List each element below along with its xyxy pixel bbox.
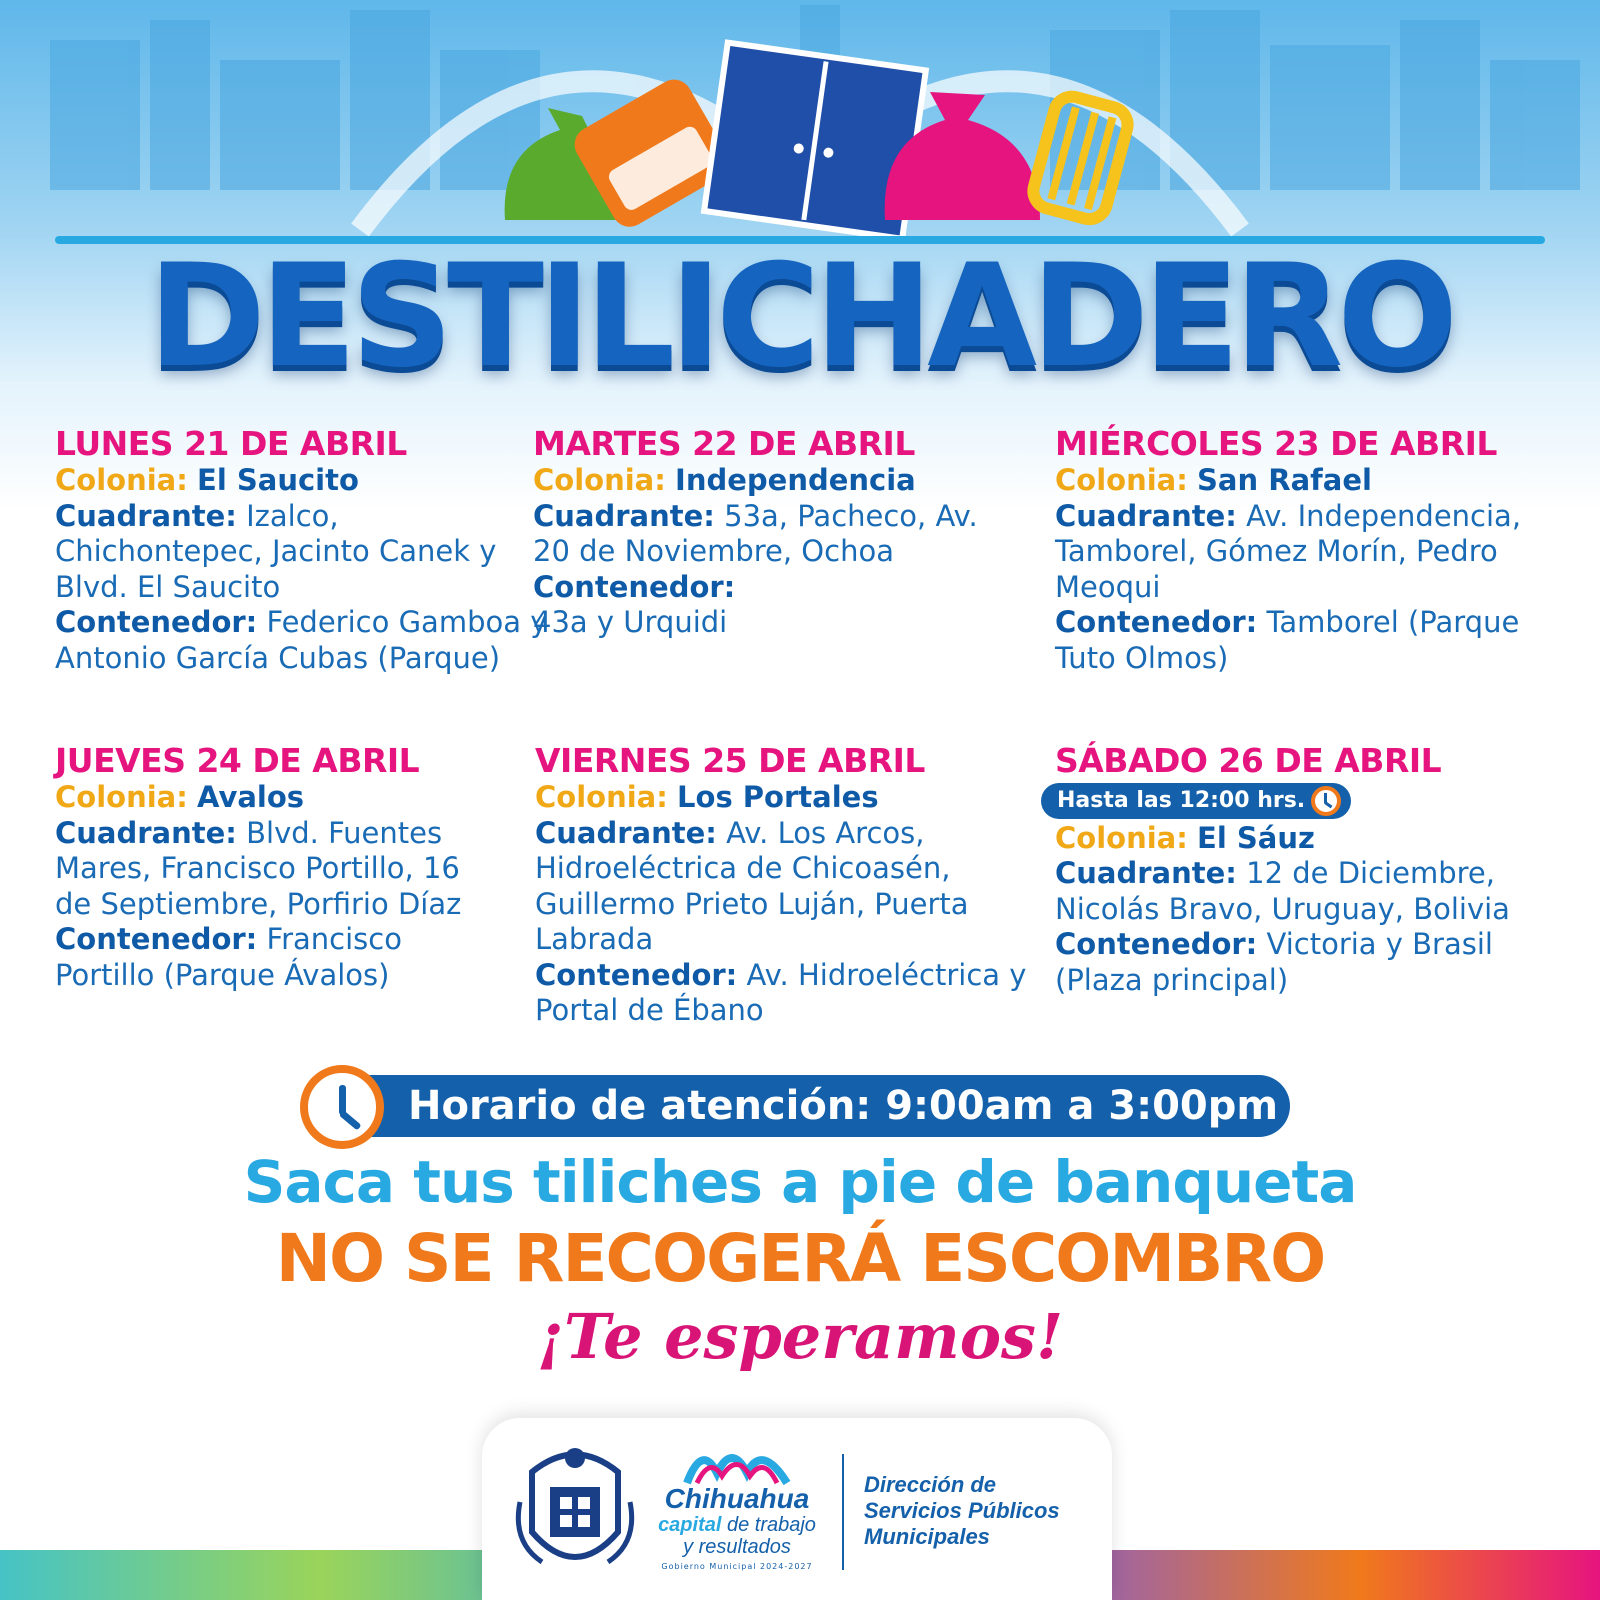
no-escombro-warning: NO SE RECOGERÁ ESCOMBRO (275, 1220, 1325, 1297)
day-date: LUNES 21 DE ABRIL (55, 424, 407, 463)
contenedor-value: 43a y Urquidi (533, 605, 728, 639)
day-block-thursday (55, 742, 475, 993)
contenedor-label: Contenedor: (1055, 605, 1258, 639)
day-date: MIÉRCOLES 23 DE ABRIL (1055, 424, 1497, 463)
colonia-value: El Sáuz (1197, 820, 1315, 855)
logo-divider (842, 1454, 844, 1570)
colonia-label: Colonia: (535, 780, 668, 814)
chihuahua-sub1: de trabajo (721, 1514, 816, 1536)
city-skyline (0, 0, 1600, 240)
cuadrante-label: Cuadrante: (1055, 856, 1237, 891)
day-block-wednesday (1055, 425, 1575, 676)
footer-logo-card (482, 1418, 1112, 1600)
cuadrante-value: 12 de Diciembre, Nicolás Bravo, Uruguay, Bolivia (1055, 856, 1510, 926)
cuadrante-label: Cuadrante: (1055, 498, 1237, 533)
chihuahua-foot: Gobierno Municipal 2024-2027 (661, 1562, 813, 1571)
contenedor-value: Federico Gamboa y Antonio García Cubas (Parque) (55, 605, 548, 675)
chihuahua-sub2: y resultados (683, 1536, 791, 1558)
day-date: JUEVES 24 DE ABRIL (55, 741, 420, 780)
hours-note: Hasta las 12:00 hrs. (1057, 788, 1306, 813)
te-esperamos: ¡Te esperamos! (536, 1300, 1064, 1373)
cuadrante-label: Cuadrante: (535, 815, 717, 850)
chihuahua-logo (642, 1438, 832, 1588)
contenedor-label: Contenedor: (55, 922, 258, 956)
cuadrante-label: Cuadrante: (533, 498, 715, 533)
colonia-label: Colonia: (55, 463, 188, 497)
saca-message: Saca tus tiliches a pie de banqueta (243, 1148, 1357, 1216)
colonia-label: Colonia: (1055, 820, 1188, 855)
page-title: DESTILICHADERO (147, 234, 1453, 399)
contenedor-label: Contenedor: (533, 569, 736, 604)
mountains-logo-icon (682, 1438, 792, 1488)
cuadrante-value: Av. Independencia, Tamborel, Gómez Morín, Pedro Meoqui (1055, 498, 1522, 604)
chihuahua-capital: capital (658, 1514, 722, 1536)
colonia-label: Colonia: (533, 463, 666, 497)
day-date: MARTES 22 DE ABRIL (533, 424, 915, 463)
contenedor-value: Francisco Portillo (Parque Ávalos) (55, 922, 402, 992)
hours-note-badge (1041, 783, 1351, 819)
dept-line-3: Municipales (864, 1524, 990, 1549)
day-block-monday (55, 425, 555, 676)
day-date: VIERNES 25 DE ABRIL (535, 741, 925, 780)
cuadrante-value: Blvd. Fuentes Mares, Francisco Portillo, 16 de Septiembre, Porfirio Díaz (55, 815, 462, 921)
cuadrante-label: Cuadrante: (55, 815, 237, 850)
dept-line-1: Dirección de (864, 1472, 997, 1497)
colonia-value: Avalos (197, 780, 305, 814)
colonia-label: Colonia: (1055, 463, 1188, 497)
contenedor-label: Contenedor: (535, 957, 738, 992)
colonia-value: El Saucito (197, 463, 359, 497)
cuadrante-value: Av. Los Arcos, Hidroeléctrica de Chicoasén, Guillermo Prieto Luján, Puerta Labrada (535, 815, 969, 956)
department-name (864, 1472, 1094, 1550)
colonia-value: Los Portales (677, 780, 879, 814)
clock-icon (300, 1065, 384, 1149)
cuadrante-label: Cuadrante: (55, 498, 237, 533)
contenedor-value: Victoria y Brasil (Plaza principal) (1055, 927, 1493, 997)
contenedor-label: Contenedor: (1055, 927, 1258, 962)
day-block-friday (535, 742, 1035, 1029)
day-block-tuesday (533, 425, 1003, 641)
contenedor-value: Tamborel (Parque Tuto Olmos) (1055, 605, 1520, 675)
contenedor-label: Contenedor: (55, 605, 258, 639)
horario-banner (300, 1075, 1290, 1139)
contenedor-value: Av. Hidroeléctrica y Portal de Ébano (535, 957, 1027, 1027)
cuadrante-value: 53a, Pacheco, Av. 20 de Noviembre, Ochoa (533, 498, 978, 568)
coat-of-arms (512, 1442, 638, 1582)
dept-line-2: Servicios Públicos (864, 1498, 1060, 1523)
colonia-label: Colonia: (55, 780, 188, 814)
colonia-value: Independencia (675, 463, 916, 497)
chihuahua-title: Chihuahua (664, 1483, 810, 1514)
day-block-saturday (1055, 742, 1575, 998)
clock-icon (1311, 786, 1341, 816)
cuadrante-value: Izalco, Chichontepec, Jacinto Canek y Blvd. El Saucito (55, 498, 497, 604)
day-date: SÁBADO 26 DE ABRIL (1055, 741, 1442, 780)
colonia-value: San Rafael (1197, 463, 1372, 497)
horario-text: Horario de atención: 9:00am a 3:00pm (340, 1075, 1290, 1137)
